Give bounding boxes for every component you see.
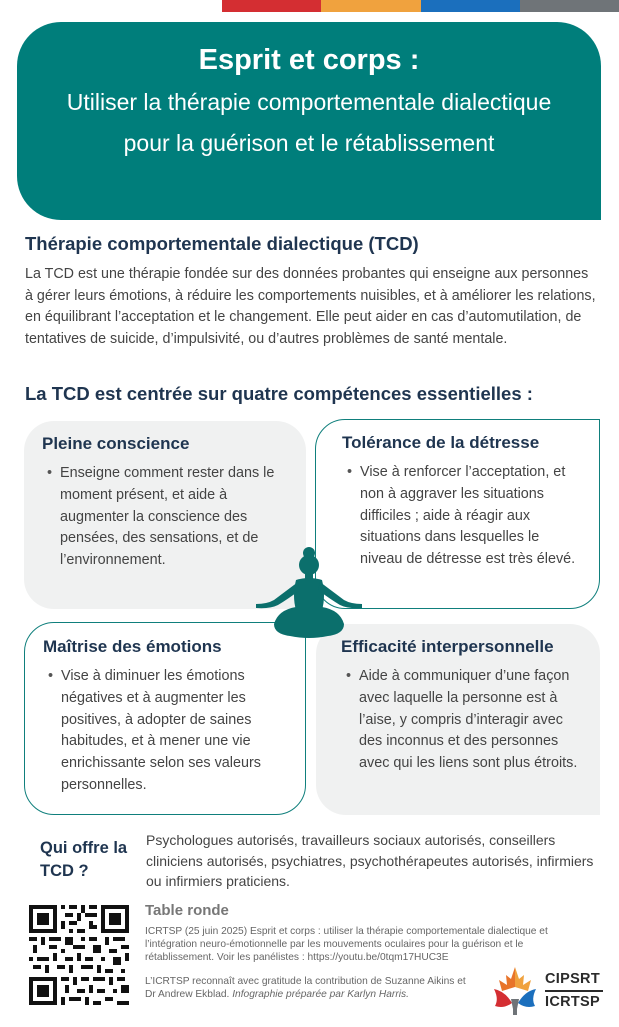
intro-text: La TCD est une thérapie fondée sur des données probantes qui enseigne aux personnes à gérer leurs émotions, à réduire les comportements nuisibles, et à améliorer les relations, en équilibrant l’acceptation et le changement. Elle peut aider en cas d’automutilation, de tentatives de suicide, d’impulsivité, ou d’autres problèmes de santé mentale. (25, 266, 596, 347)
panel-text[interactable]: ICRTSP (25 juin 2025) Esprit et corps : utiliser la thérapie comportementale dialectique et l’intégration neuro-émotionnelle par les mouvements oculaires pour la guérison et le rétablissement. Voir les panélistes : https://youtu.be/0tqm17HUC3E (145, 926, 548, 964)
acknowledgement-text: L’ICRTSP reconnaît avec gratitude la contribution de Suzanne Aikins et Dr Andrew Ekblad. (145, 976, 466, 1001)
skill-list (341, 666, 586, 775)
skill-list (43, 666, 287, 797)
skill-card-interpersonal-effectiveness (316, 624, 600, 815)
skill-text: • Vise à renforcer l’acceptation, et non à aggraver les situations difficiles ; aide à réagir aux situations dans lesquelles le niveau de détresse est très élevé. (342, 462, 585, 571)
intro-heading: Thérapie comportementale dialectique (TCD) (25, 233, 419, 254)
organization-logo (491, 965, 607, 1017)
skill-text: • Aide à communiquer d’une façon avec laquelle la personne est à l’aise, y compris d’interagir avec des inconnus et des personnes avec qui les liens sont plus étroits. (341, 666, 586, 775)
who-answer: Psychologues autorisés, travailleurs sociaux autorisés, conseillers cliniciens autorisés, psychiatres, psychothérapeutes autorisés, infirmiers ou infirmiers praticiens. (146, 832, 594, 889)
meditating-person-icon (252, 544, 366, 644)
who-question: Qui offre la TCD ? (40, 839, 128, 880)
skill-list (42, 463, 278, 572)
top-bar-gray (520, 0, 619, 12)
skill-title: Maîtrise des émotions (43, 637, 222, 656)
top-bar-red (222, 0, 321, 12)
logo-text-cipsrt: CIPSRT (545, 971, 600, 987)
header-banner (17, 22, 601, 220)
skill-title: Efficacité interpersonnelle (341, 637, 554, 656)
skill-text: • Enseigne comment rester dans le moment présent, et aide à augmenter la conscience des pensées, des sensations, et de l’environnement. (42, 463, 278, 572)
skills-heading: La TCD est centrée sur quatre compétences essentielles : (25, 383, 533, 404)
logo-text-icrtsp: ICRTSP (545, 994, 600, 1010)
skill-list (342, 462, 585, 571)
qr-code-icon[interactable] (29, 905, 129, 1005)
maple-leaf-icon (491, 965, 539, 1017)
skill-card-emotion-regulation (24, 622, 306, 815)
skill-title: Pleine conscience (42, 434, 190, 453)
infographic-credit: Infographie préparée par Karlyn Harris. (232, 989, 409, 1001)
page-title: Esprit et corps : (198, 44, 420, 76)
logo-divider (545, 990, 603, 992)
acknowledgement (145, 975, 470, 1001)
skill-text: • Vise à diminuer les émotions négatives et à augmenter les positives, à adopter de saines habitudes, et à mener une vie enrichissante selon ses valeurs personnelles. (43, 666, 287, 797)
panel-title: Table ronde (145, 902, 229, 919)
top-bar-blue (421, 0, 520, 12)
skill-title: Tolérance de la détresse (342, 433, 540, 452)
top-bar-orange (321, 0, 420, 12)
top-color-bar (222, 0, 619, 12)
page-subtitle: Utiliser la thérapie comportementale dialectique pour la guérison et le rétablissement (66, 89, 552, 156)
